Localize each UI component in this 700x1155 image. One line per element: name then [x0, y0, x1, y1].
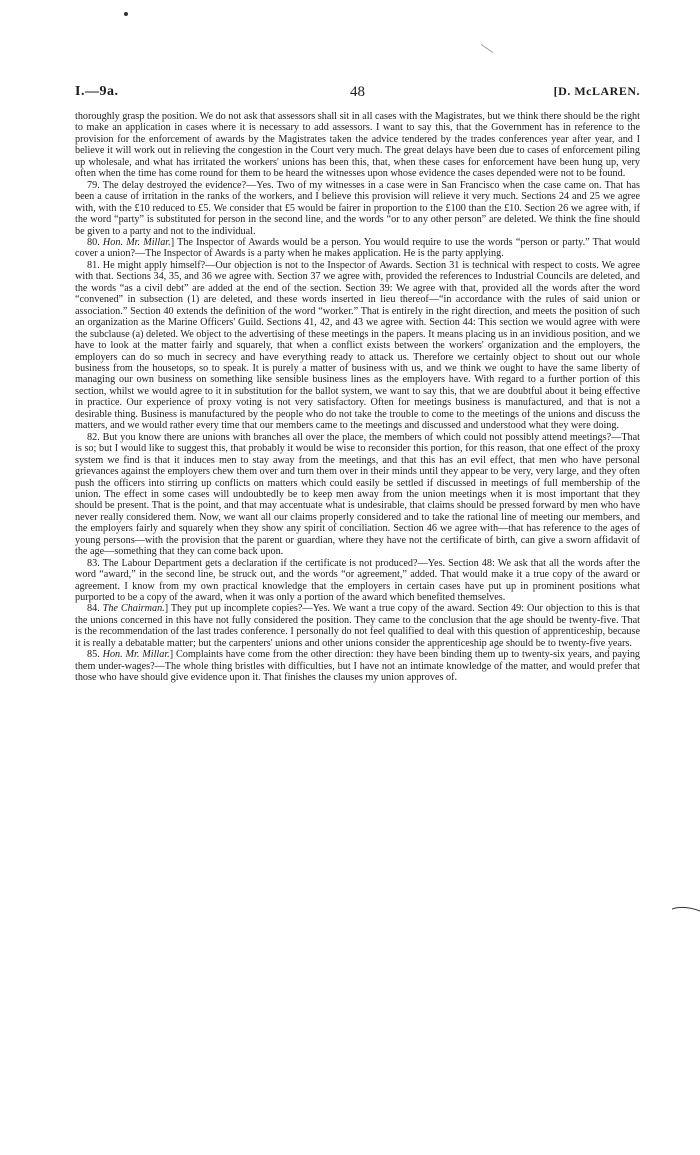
paragraph-p82 [75, 432, 640, 558]
paragraph-p80 [75, 237, 640, 260]
paragraph-text: 82. But you know there are unions with branches all over the place, the members of which could not possibly attend meetings?—That is so; but I would like to suggest this, that probably it would be wise to reconsider this portion, for this reason, that one effect of the proxy system we find is that it induces men to stay away from the meetings, and that this has an evil effect, that men who have personal grievances against the employers chew them over and turn them over in their minds until they appear to be very, very large, and they often push the officers into stirring up conflicts on matters which could easily be settled if discussed in meetings of full membership of the union. The effect in some cases will undoubtedly be to keep men away from the union meetings when it is most important that they should be present. That is the point, and that may accentuate what is undesirable, that claims should be pressed forward by men who have never really considered them. Now, we want all our claims properly considered and to take the rational line of meeting our members, and the employers fairly and squarely when they show any spirit of conciliation. Section 46 we agree with—that has reference to the ages of young persons—with the provision that the parent or guardian, where they have not the certificate of birth, can give a sworn affidavit of the age—something that they can come back upon. [75, 431, 640, 558]
paragraph-text: 80. [87, 236, 103, 248]
page-header [75, 84, 640, 102]
paragraph-text: ] The Inspector of Awards would be a person. You would require to use the words “person or party.” That would cover a union?—The Inspector of Awards is a party when he makes application. He is the party applying. [75, 236, 640, 260]
paragraph-p84 [75, 603, 640, 649]
paragraph-p79 [75, 180, 640, 237]
page-number: 48 [350, 84, 365, 100]
document-body [75, 111, 640, 684]
paragraph-text: 84. [87, 603, 103, 615]
paragraph-text: 85. [87, 649, 103, 661]
paragraph-text: 83. The Labour Department gets a declaration if the certificate is not produced?—Yes. Section 48: We ask that all the words after the word “award,” in the second line, be struck out, and the words “or agreement,” added. That would make it a true copy of the award or agreement. I know from my own practical knowledge that the employers in certain cases have put up in prominent positions what purported to be a copy of the award, when it was only a portion of the award which benefited themselves. [75, 557, 640, 604]
paragraph-text: ] Complaints have come from the other direction: they have been binding them up to twenty-six years, and paying them under-wages?—The whole thing bristles with difficulties, but I have not an intimate knowledge of the matter, and would prefer that those who have should give evidence upon it. That finishes the clauses my union approves of. [75, 649, 641, 684]
pencil-mark [481, 44, 493, 53]
document-reference: I.—9a. [75, 84, 119, 99]
paragraph-text: 81. He might apply himself?—Our objection is not to the Inspector of Awards. Section 31 is technical with respect to costs. We agree with that. Sections 34, 35, and 36 we agree with. Section 37 we agree with, provided the references to Industrial Councils are deleted, and the words “as a civil debt” are added at the end of the section. Section 39: We agree with that, provided all the words after the word “convened” in subsection (1) are deleted, and these words inserted in lieu thereof—“in accordance with the rules of said union or association.” Section 40 extends the definition of the word “worker.” That is entirely in the right direction, and meets the position of such an organization as the Marine Officers' Guild. Sections 41, 42, and 43 we agree with. Section 44: This section we would agree with were the subclause (a) deleted. We object to the advertising of these meetings in the papers. It means placing us in an invidious position, and we have to look at the matter fairly and squarely, that when a conflict exists between the workers' organization and the employers, the employers can do so much in secrecy and have everything ready to attack us. Therefore we certainly object to shout out our whole business from the housetops, so to speak. It is purely a matter of business with us, and we think we ought to have the same liberty of managing our own business on something like sensible business lines as the employers have. With regard to a further portion of this section, whilst we would agree to it in substitution for the ballot system, we want to say this, that we are doubtful about it being effective in practice. Our experience of proxy voting is not very satisfactory. Often for meetings business is manufactured, and that is not a desirable thing. Business is manufactured by the people who do not take the trouble to come to the meetings of the unions and discuss the matters, and we would rather every time that our members came to the meetings and discussed and understood what they were doing. [75, 259, 640, 432]
paragraph-text: 79. The delay destroyed the evidence?—Yes. Two of my witnesses in a case were in San Francisco when the case came on. That has been a cause of irritation in the ranks of the workers, and I believe this provision will relieve it very much. Sections 24 and 25 we agree with, with the £10 reduced to £5. We consider that £5 would be fairer in proportion to the £100 than the £10. Section 26 we agree with, if the word “party” is substituted for person in the second line, and the words “or to any other person” are deleted. We think the fine should be given to a party and not to the individual. [75, 179, 640, 237]
paragraph-p0 [75, 111, 640, 180]
paragraph-text: ] They put up incomplete copies?—Yes. We want a true copy of the award. Section 49: Our objection to this is that the unions concerned in this have not fully considered the position. They came to the conclusion that the age should be twenty-five. That is the recommendation of the last trades conference. I personally do not feel qualified to deal with this question of apprenticeship, because it is really a debatable matter; but the carpenters' unions and other unions consider the apprenticeship age should be to twenty-five years. [75, 603, 641, 649]
paragraph-text: thoroughly grasp the position. We do not ask that assessors shall sit in all cases with the Magistrates, but we think there should be the right to make an application in cases where it is necessary to add assessors. I want to say this, that the Government has in reference to the provision for the enforcement of awards by the Magistrates taken the advice tendered by the trades conferences year after year, and I believe it will work out in relieving the congestion in the Court very much. The great delays have been due to cases of enforcement piling up wholesale, and what has irritated the workers' unions has been this, that, when these cases for enforcement have been hung up, very often when the time has come round for them to be heard the witnesses upon whose evidence the cases depended were not to be found. [75, 111, 640, 180]
paragraph-p81 [75, 260, 640, 432]
speaker-name: Hon. Mr. Millar. [102, 649, 170, 661]
margin-mark-icon [672, 902, 700, 916]
witness-name: [D. McLAREN. [553, 84, 640, 98]
paragraph-p85 [75, 649, 640, 683]
ink-dot [124, 12, 128, 16]
speaker-name: The Chairman. [102, 603, 165, 615]
speaker-name: Hon. Mr. Millar. [102, 236, 171, 248]
paragraph-p83 [75, 558, 640, 604]
